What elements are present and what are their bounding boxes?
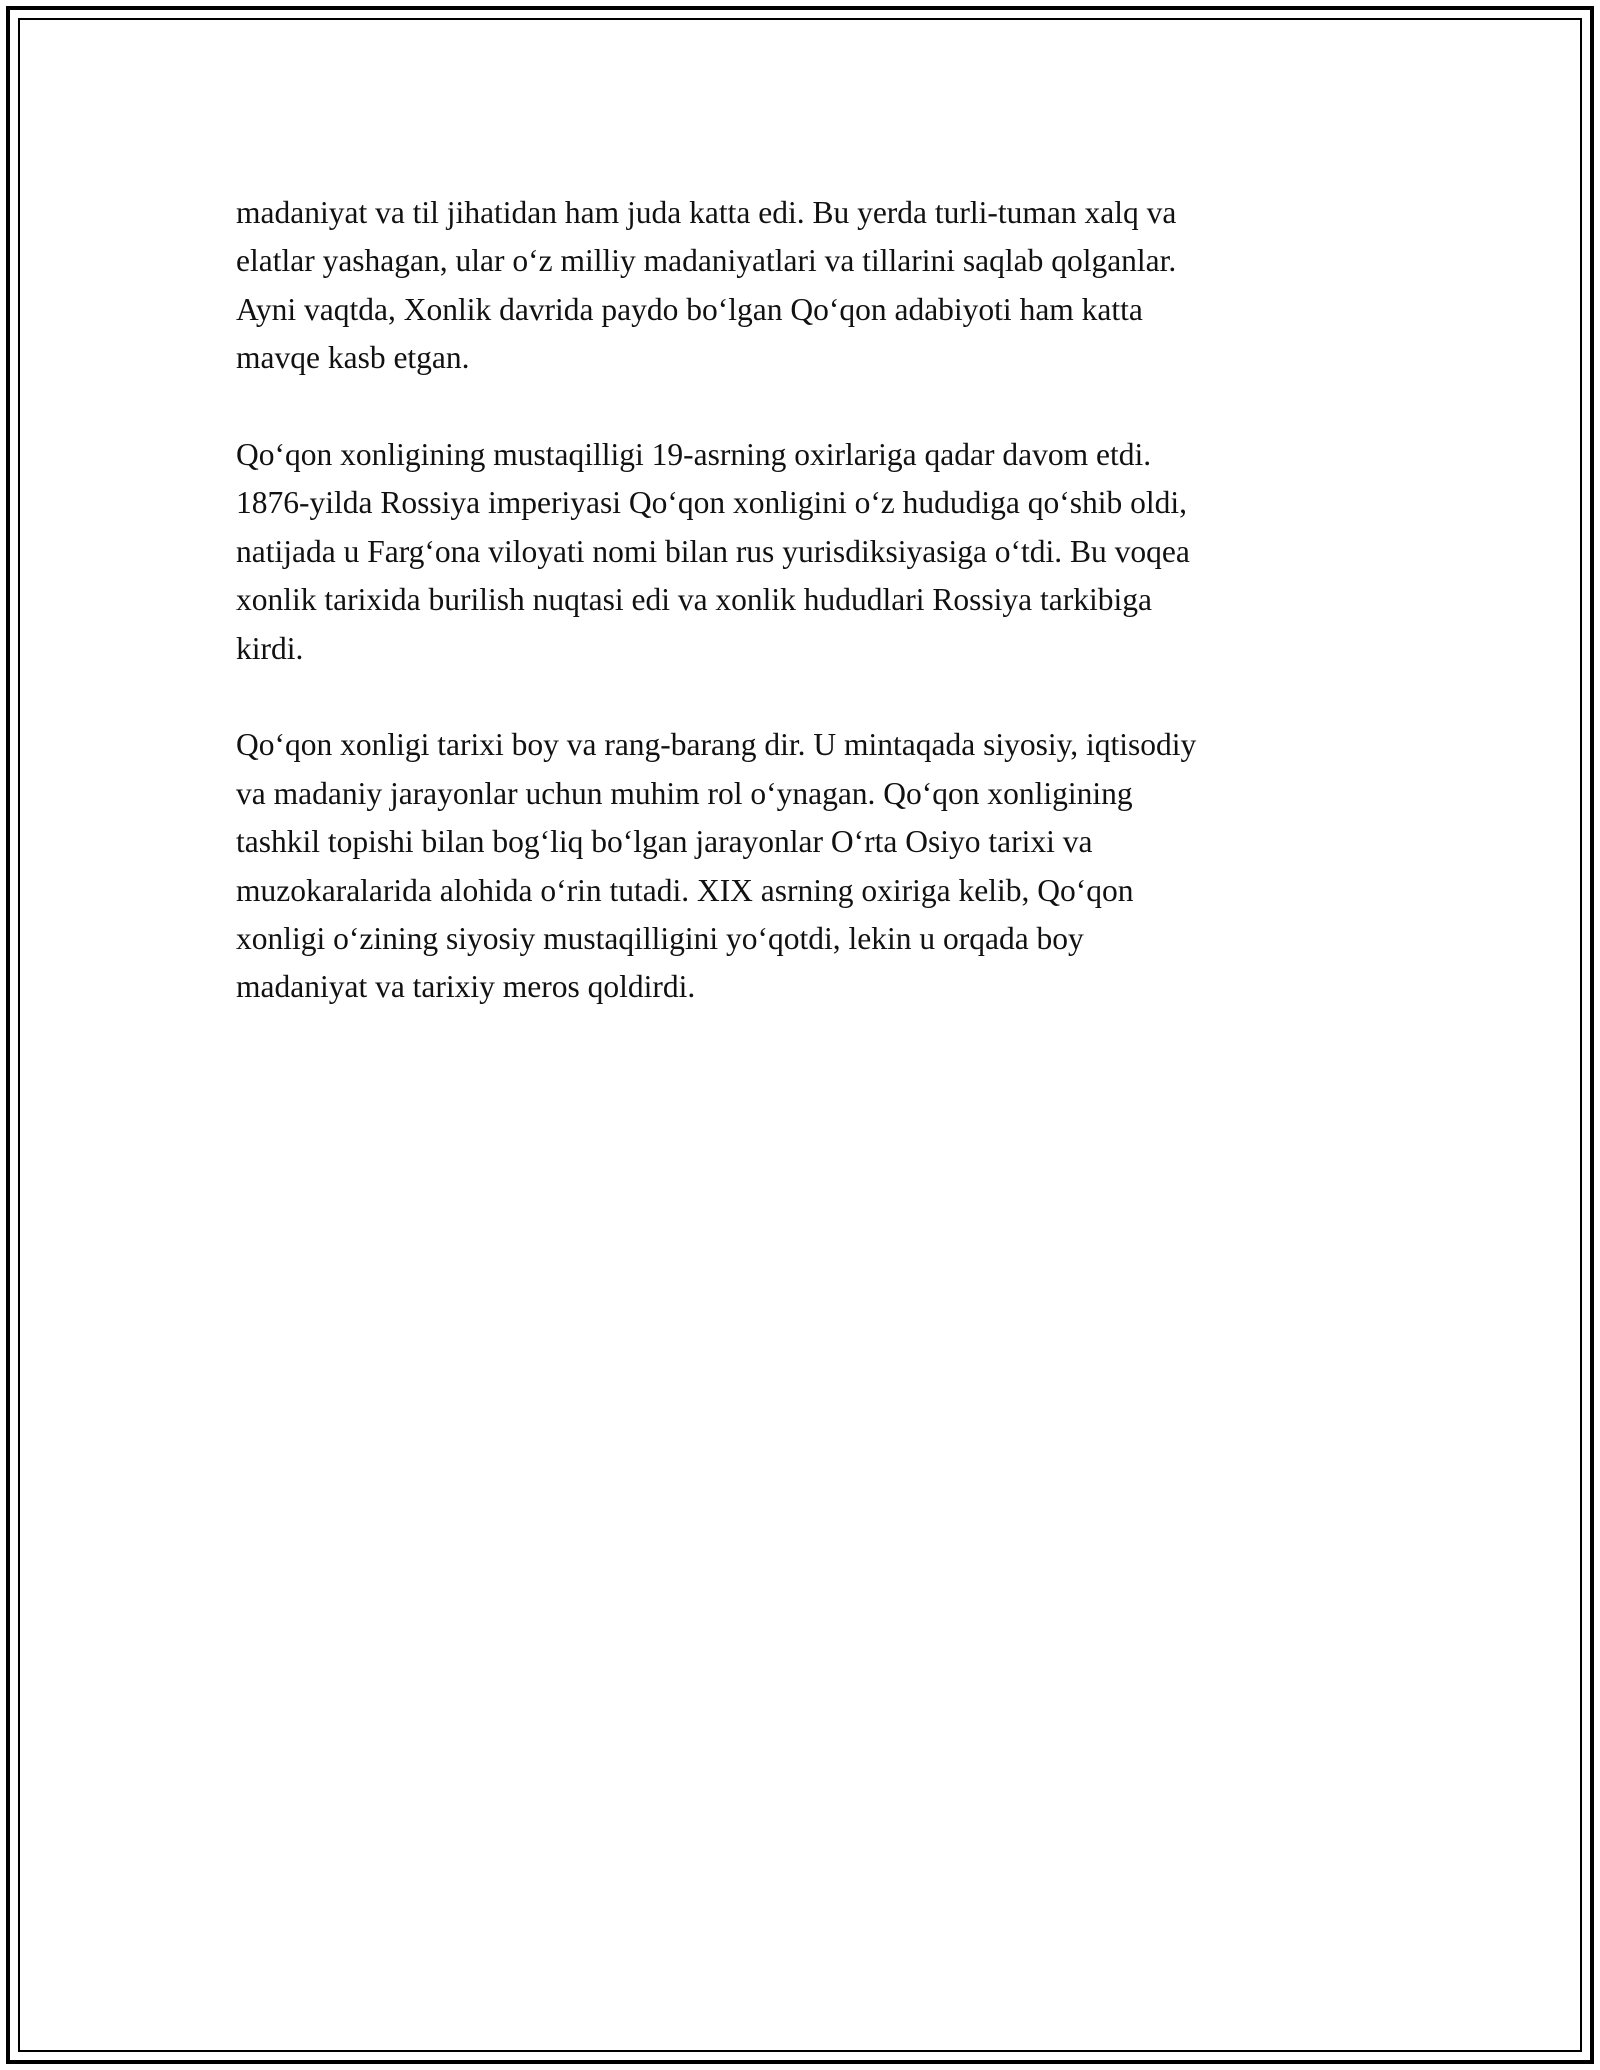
text-line: Qo‘qon xonligining mustaqilligi 19-asrning oxirlariga qadar davom etdi. [236,437,1152,473]
text-line: tashkil topishi bilan bog‘liq bo‘lgan jarayonlar O‘rta Osiyo tarixi va [236,824,1093,860]
text-line: va madaniy jarayonlar uchun muhim rol o‘ynagan. Qo‘qon xonligining [236,775,1133,811]
text-line: Qo‘qon xonligi tarixi boy va rang-barang dir. U mintaqada siyosiy, iqtisodiy [236,727,1197,763]
document-body [236,189,1376,1060]
paragraph-1 [236,189,1376,383]
paragraph-2 [236,431,1376,673]
text-line: xonlik tarixida burilish nuqtasi edi va xonlik hududlari Rossiya tarkibiga [236,582,1152,618]
text-line: 1876-yilda Rossiya imperiyasi Qo‘qon xonligini o‘z hududiga qo‘shib oldi, [236,485,1188,521]
text-line: xonligi o‘zining siyosiy mustaqilligini yo‘qotdi, lekin u orqada boy [236,921,1084,957]
text-line: Ayni vaqtda, Xonlik davrida paydo bo‘lgan Qo‘qon adabiyoti ham katta [236,291,1143,327]
text-line: kirdi. [236,630,304,666]
text-line: madaniyat va til jihatidan ham juda katta edi. Bu yerda turli-tuman xalq va [236,195,1177,230]
paragraph-3 [236,721,1376,1011]
text-line: madaniyat va tarixiy meros qoldirdi. [236,969,696,1005]
text-line: natijada u Farg‘ona viloyati nomi bilan rus yurisdiksiyasiga o‘tdi. Bu voqea [236,533,1190,569]
text-line: elatlar yashagan, ular o‘z milliy madaniyatlari va tillarini saqlab qolganlar. [236,243,1177,279]
text-line: muzokaralarida alohida o‘rin tutadi. XIX asrning oxiriga kelib, Qo‘qon [236,872,1134,908]
text-line: mavqe kasb etgan. [236,340,470,376]
